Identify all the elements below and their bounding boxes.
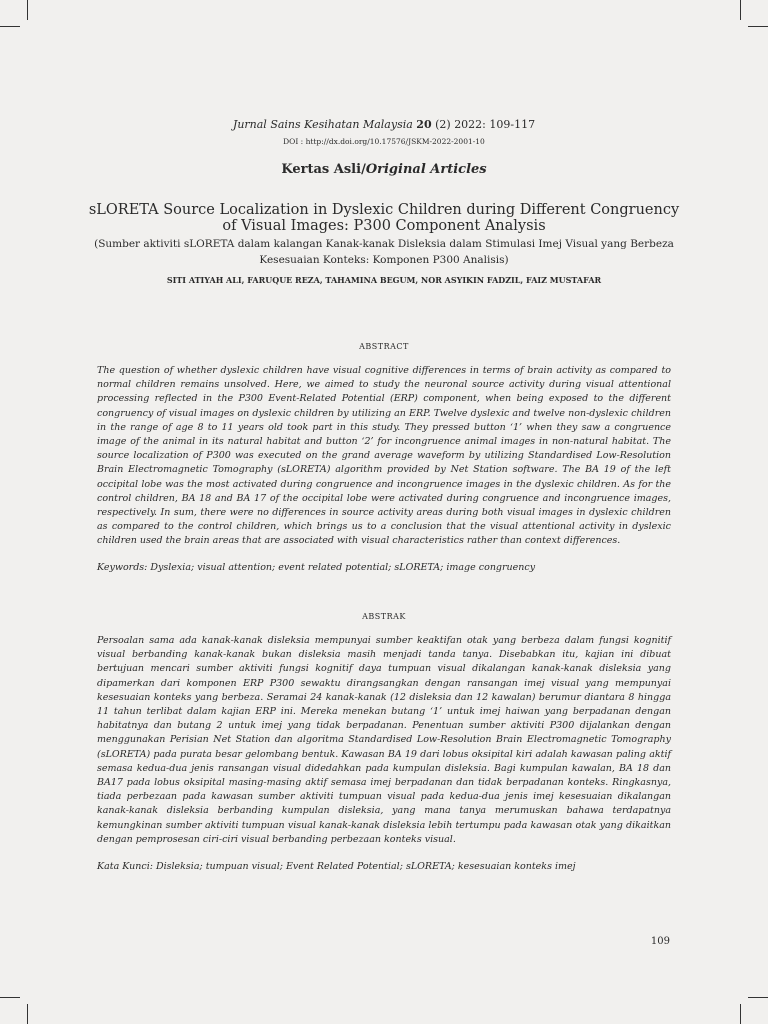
journal-volume: 20 [416,118,432,131]
crop-mark-bottom-left-h [0,997,20,998]
doi-link[interactable]: DOI : http://dx.doi.org/10.17576/JSKM-2022-2001-10 [283,137,485,146]
crop-mark-top-right [740,0,741,20]
author-list: SITI ATIYAH ALI, FARUQUE REZA, TAHAMINA BEGUM, NOR ASYIKIN FADZIL, FAIZ MUSTAFAR [166,275,602,285]
journal-citation [0,118,768,131]
crop-mark-top-left-h [0,26,20,27]
section-label [0,162,768,177]
crop-mark-top-right-h [748,26,768,27]
section-english: Original Articles [365,162,487,177]
page-number: 109 [650,936,670,947]
abstract-keywords: Keywords: Dyslexia; visual attention; event related potential; sLORETA; image congruency [97,562,536,573]
crop-mark-bottom-right [740,1004,741,1024]
abstrak-heading: ABSTRAK [362,612,406,621]
paper-subtitle: (Sumber aktiviti sLORETA dalam kalangan Kanak-kanak Disleksia dalam Stimulasi Imej Visual yang Berbeza Kesesuaian Konteks: Komponen P300 Analisis) [94,238,674,266]
crop-mark-top-left [27,0,28,20]
abstrak-text: Persoalan sama ada kanak-kanak disleksia mempunyai sumber keaktifan otak yang berbeza dalam fungsi kognitif visual berbanding kanak-kanak bukan disleksia masih menjadi tanda tanya. Disebabkan itu, kajian ini dibuat bertujuan mencari sumber aktiviti fungsi kognitif daya tumpuan visual dikalangan kanak-kanak disleksia yang dipamerkan dari komponen ERP P300 sewaktu dirangsangkan dengan ransangan imej visual yang mempunyai kesesuaian konteks yang berbeza. Seramai 24 kanak-kanak (12 disleksia dan 12 kawalan) berumur diantara 8 hingga 11 tahun terlibat dalam kajian ERP ini. Mereka menekan butang ‘1’ untuk imej haiwan yang berpadanan dengan habitatnya dan butang 2 untuk imej yang tidak berpadanan. Penentuan sumber aktiviti P300 dijalankan dengan menggunakan Perisian Net Station dan algoritma Standardised Low-Resolution Brain Electromagnetic Tomography (sLORETA) pada purata besar gelombang bentuk. Kawasan BA 19 dari lobus oksipital kiri adalah kawasan paling aktif semasa kedua-dua jenis ransangan visual didedahkan pada kumpulan disleksia. Bagi kumpulan kawalan, BA 18 dan BA17 pada lobus oksipital masing-masing aktif semasa imej berpadanan dan tidak berpadanan konteks. Ringkasnya, tiada perbezaan pada kawasan sumber aktiviti tumpuan visual pada kedua-dua jenis imej kesesuaian dikalangan kanak-kanak disleksia berbanding kumpulan disleksia, yang mana tanya merumuskan bahawa terdapatnya kemungkinan sumber aktiviti tumpuan visual kanak-kanak disleksia lebih tertumpu pada kawasan otak yang dikaitkan dengan pemprosesan ciri-ciri visual berbanding perbezaan konteks visual. [97,635,671,845]
paper-title: sLORETA Source Localization in Dyslexic Children during Different Congruency of Visual Images: P300 Component Analysis [88,202,680,234]
crop-mark-bottom-right-h [748,997,768,998]
section-malay: Kertas Asli/ [281,162,366,177]
abstrak-keywords: Kata Kunci: Disleksia; tumpuan visual; Event Related Potential; sLORETA; kesesuaian konteks imej [97,861,576,872]
abstract-heading: ABSTRACT [359,342,409,351]
journal-name: Jurnal Sains Kesihatan Malaysia [232,118,413,131]
abstract-text: The question of whether dyslexic children have visual cognitive differences in terms of brain activity as compared to normal children remains unsolved. Here, we aimed to study the neuronal source activity during visual attentional processing reflected in the P300 Event-Related Potential (ERP) component, when being exposed to the different congruency of visual images on dyslexic children by utilizing an ERP. Twelve dyslexic and twelve non-dyslexic children in the range of age 8 to 11 years old took part in this study. They pressed button ‘1’ when they saw a congruence image of the animal in its natural habitat and button ‘2’ for incongruence animal images in non-natural habitat. The source localization of P300 was executed on the grand average waveform by utilizing Standardised Low-Resolution Brain Electromagnetic Tomography (sLORETA) algorithm provided by Net Station software. The BA 19 of the left occipital lobe was the most activated during congruence and incongruence images in the dyslexic children. As for the control children, BA 18 and BA 17 of the occipital lobe were activated during congruence and incongruence images, respectively. In sum, there were no differences in source activity areas during both visual images in dyslexic children as compared to the control children, which brings us to a conclusion that the visual attentional activity in dyslexic children used the brain areas that are associated with visual characteristics rather than context differences. [97,365,671,547]
crop-mark-bottom-left [27,1004,28,1024]
journal-issue: (2) 2022: 109-117 [435,118,536,131]
